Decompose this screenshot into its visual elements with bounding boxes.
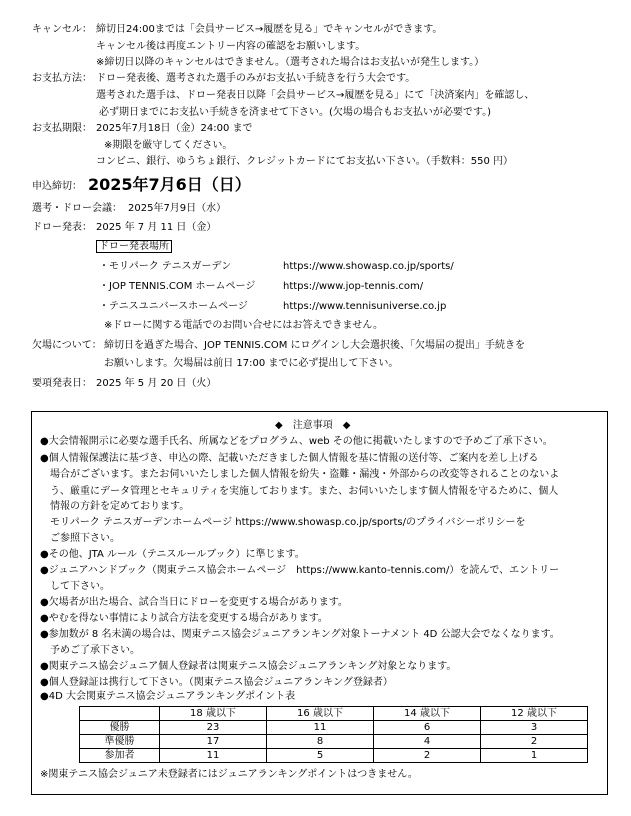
notice-line: ●やむを得ない事情により試合方法を変更する場合があります。 bbox=[40, 613, 328, 624]
table-header-row bbox=[80, 707, 588, 721]
announcement-value: 2025 年 5 月 20 日（火） bbox=[96, 378, 217, 389]
payment-line-3: 必ず期日までにお支払い手続きを済ませて下さい。(欠場の場合もお支払いが必要です。) bbox=[99, 107, 492, 118]
cancel-line-3: ※締切日以降のキャンセルはできません。（選考された場合はお支払いが発生します。） bbox=[96, 57, 485, 68]
notice-line: ●ジュニアハンドブック（関東テニス協会ホームページ https://www.kanto-tennis.com/）を読んで、エントリー bbox=[40, 565, 560, 576]
table-cell: 11 bbox=[160, 749, 267, 763]
withdrawal-line-1: 締切日を過ぎた場合、JOP TENNIS.COM にログインし大会選択後、「欠場届の提出」手続きを bbox=[104, 340, 526, 351]
notice-line: ●関東テニス協会ジュニア個人登録者は関東テニス協会ジュニアランキング対象となります。 bbox=[40, 661, 457, 672]
table-cell: 1 bbox=[481, 749, 588, 763]
payment-label: お支払方法： bbox=[32, 73, 92, 84]
meeting-value: 2025年7月9日（水） bbox=[128, 203, 227, 214]
notice-line: う、厳重にデータ管理とセキュリティを実施しております。また、お伺いいたします個人情報を守るために、個人 bbox=[40, 486, 559, 497]
draw-place-name: ・JOP TENNIS.COM ホームページ bbox=[99, 281, 256, 292]
announcement-label: 要項発表日： bbox=[32, 378, 92, 389]
table-cell: 4 bbox=[374, 735, 481, 749]
ranking-points-table bbox=[79, 706, 588, 763]
payment-line-1: ドロー発表後、選考された選手のみがお支払い手続きを行う大会です。 bbox=[96, 73, 416, 84]
withdrawal-line-2: お願いします。欠場届は前日 17:00 までに必ず提出して下さい。 bbox=[104, 358, 399, 369]
notice-line: ●欠場者が出た場合、試合当日にドローを変更する場合があります。 bbox=[40, 597, 348, 608]
cancel-line-1: 締切日24:00までは「会員サービス→履歴を見る」でキャンセルができます。 bbox=[96, 24, 443, 35]
draw-value: 2025 年 7 月 11 日（金） bbox=[96, 222, 217, 233]
table-cell: 2 bbox=[374, 749, 481, 763]
withdrawal-label: 欠場について： bbox=[32, 340, 102, 351]
table-header-cell: 14 歳以下 bbox=[374, 707, 481, 721]
cancel-line-2: キャンセル後は再度エントリー内容の確認をお願いします。 bbox=[96, 41, 366, 52]
draw-places-title: ドロー発表場所 bbox=[96, 240, 172, 254]
entry-deadline-label: 申込締切： bbox=[32, 181, 82, 192]
table-cell: 5 bbox=[267, 749, 374, 763]
notice-line: ●個人情報保護法に基づき、申込の際、記載いただきました個人情報を基に情報の送付等、ご案内を差し上げる bbox=[40, 453, 539, 464]
notice-line: 情報の方針を定めております。 bbox=[40, 501, 190, 512]
payment-deadline-value: 2025年7月18日（金）24:00 まで bbox=[96, 123, 253, 134]
notice-line: ●参加数が 8 名未満の場合は、関東テニス協会ジュニアランキング対象トーナメント 4D 公認大会でなくなります。 bbox=[40, 629, 560, 640]
table-header-cell bbox=[80, 707, 160, 721]
notice-line: ●その他、JTA ルール（テニスルールブック）に準じます。 bbox=[40, 549, 305, 560]
payment-deadline-label: お支払期限： bbox=[32, 123, 92, 134]
table-cell: 8 bbox=[267, 735, 374, 749]
table-cell: 17 bbox=[160, 735, 267, 749]
table-cell: 6 bbox=[374, 721, 481, 735]
draw-place-name: ・テニスユニバースホームページ bbox=[99, 301, 248, 312]
notice-line: して下さい。 bbox=[40, 581, 110, 592]
table-cell: 準優勝 bbox=[80, 735, 160, 749]
table-row bbox=[80, 735, 588, 749]
table-cell: 優勝 bbox=[80, 721, 160, 735]
table-row bbox=[80, 749, 588, 763]
notice-line: モリパーク テニスガーデンホームページ https://www.showasp.co.jp/sports/のプライバシーポリシーを bbox=[40, 517, 526, 528]
draw-label: ドロー発表： bbox=[32, 222, 92, 233]
table-cell: 参加者 bbox=[80, 749, 160, 763]
notice-line: ●4D 大会関東テニス協会ジュニアランキングポイント表 bbox=[40, 691, 296, 702]
cancel-label: キャンセル： bbox=[32, 24, 92, 35]
payment-deadline-note: ※期限を厳守してください。 bbox=[104, 140, 233, 151]
draw-place-url[interactable]: https://www.showasp.co.jp/sports/ bbox=[283, 261, 454, 272]
notice-line: ●個人登録証は携行して下さい。（関東テニス協会ジュニアランキング登録者） bbox=[40, 677, 393, 688]
table-header-cell: 12 歳以下 bbox=[481, 707, 588, 721]
notice-title: ◆ 注意事項 ◆ bbox=[275, 420, 351, 431]
table-cell: 23 bbox=[160, 721, 267, 735]
table-cell: 11 bbox=[267, 721, 374, 735]
table-cell: 3 bbox=[481, 721, 588, 735]
meeting-label: 選考・ドロー会議： bbox=[32, 203, 122, 214]
draw-place-url[interactable]: https://www.tennisuniverse.co.jp bbox=[283, 301, 447, 312]
entry-deadline-value: 2025年7月6日（日） bbox=[88, 175, 251, 194]
table-cell: 2 bbox=[481, 735, 588, 749]
notice-line: 予めご了承下さい。 bbox=[40, 645, 140, 656]
draw-note: ※ドローに関する電話でのお問い合せにはお答えできません。 bbox=[104, 320, 383, 331]
notice-footnote: ※関東テニス協会ジュニア未登録者にはジュニアランキングポイントはつきません。 bbox=[40, 769, 418, 780]
table-header-cell: 18 歳以下 bbox=[160, 707, 267, 721]
notice-line: ご参照下さい。 bbox=[40, 533, 120, 544]
notice-line: ●大会情報開示に必要な選手氏名、所属などをプログラム、web その他に掲載いたしますので予めご了承下さい。 bbox=[40, 436, 553, 447]
payment-line-2: 選考された選手は、ドロー発表日以降「会員サービス→履歴を見る」にて「決済案内」を確認し、 bbox=[96, 90, 535, 101]
draw-place-url[interactable]: https://www.jop-tennis.com/ bbox=[283, 281, 424, 292]
draw-place-name: ・モリパーク テニスガーデン bbox=[99, 261, 232, 272]
table-header-cell: 16 歳以下 bbox=[267, 707, 374, 721]
table-row bbox=[80, 721, 588, 735]
payment-methods: コンビニ、銀行、ゆうちょ銀行、クレジットカードにてお支払い下さい。（手数料：550 円） bbox=[96, 156, 514, 167]
notice-line: 場合がございます。またお伺いいたしました個人情報を紛失・盗難・漏洩・外部からの改変等されることのないよ bbox=[40, 469, 560, 480]
